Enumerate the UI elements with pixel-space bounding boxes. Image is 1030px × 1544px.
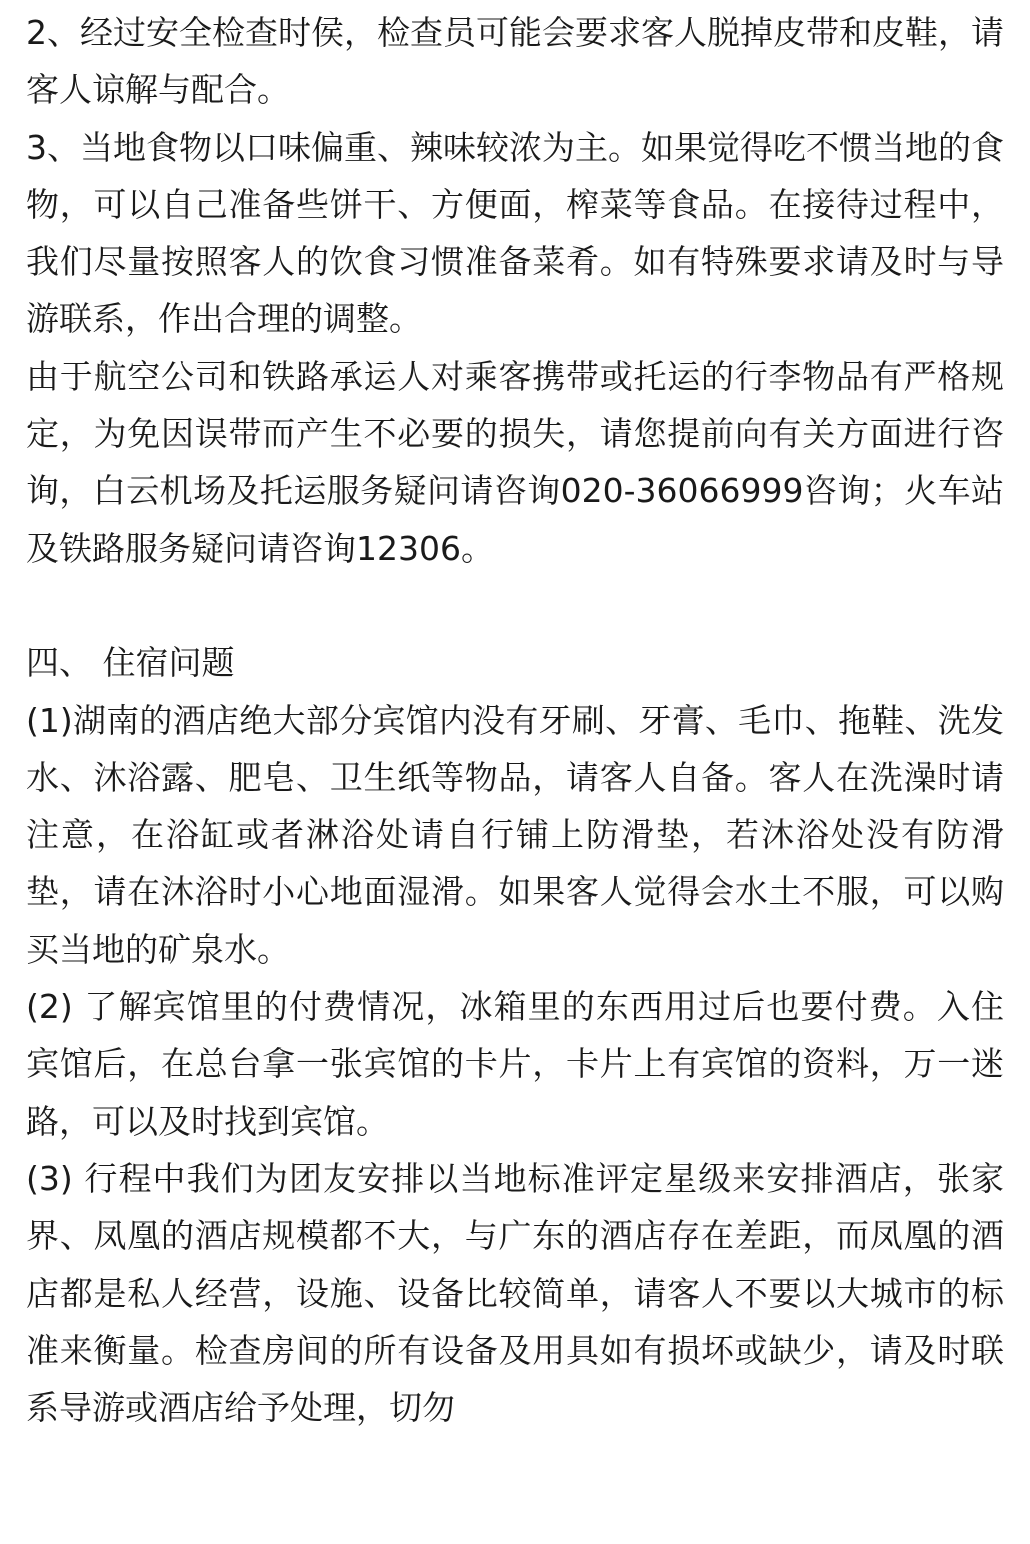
paragraph-hotel-fees: (2) 了解宾馆里的付费情况，冰箱里的东西用过后也要付费。入住宾馆后，在总台拿一张宾馆的卡片，卡片上有宾馆的资料，万一迷路，可以及时找到宾馆。 [26, 987, 1004, 1141]
paragraph-luggage-rules: 由于航空公司和铁路承运人对乘客携带或托运的行李物品有严格规定，为免因误带而产生不必要的损失，请您提前向有关方面进行咨询，白云机场及托运服务疑问请咨询020-36066999咨询；火车站及铁路服务疑问请咨询12306。 [26, 356, 1004, 568]
paragraph-hotel-standards: (3) 行程中我们为团友安排以当地标准评定星级来安排酒店，张家界、凤凰的酒店规模都不大，与广东的酒店存在差距，而凤凰的酒店都是私人经营，设施、设备比较简单，请客人不要以大城市的标准来衡量。检查房间的所有设备及用具如有损坏或缺少，请及时联系导游或酒店给予处理，切勿 [26, 1158, 1004, 1428]
paragraph-spacer [26, 577, 1004, 634]
paragraph-local-food: 3、当地食物以口味偏重、辣味较浓为主。如果觉得吃不惯当地的食物，可以自己准备些饼干、方便面，榨菜等食品。在接待过程中，我们尽量按照客人的饮食习惯准备菜肴。如有特殊要求请及时与导游联系，作出合理的调整。 [26, 127, 1004, 339]
paragraph-security-check: 2、经过安全检查时侯，检查员可能会要求客人脱掉皮带和皮鞋，请客人谅解与配合。 [26, 13, 1004, 110]
paragraph-hotel-amenities: (1)湖南的酒店绝大部分宾馆内没有牙刷、牙膏、毛巾、拖鞋、洗发水、沐浴露、肥皂、卫生纸等物品，请客人自备。客人在洗澡时请注意，在浴缸或者淋浴处请自行铺上防滑垫，若沐浴处没有防滑垫，请在沐浴时小心地面湿滑。如果客人觉得会水土不服，可以购买当地的矿泉水。 [26, 700, 1004, 969]
section-heading-accommodation: 四、 住宿问题 [26, 643, 235, 683]
